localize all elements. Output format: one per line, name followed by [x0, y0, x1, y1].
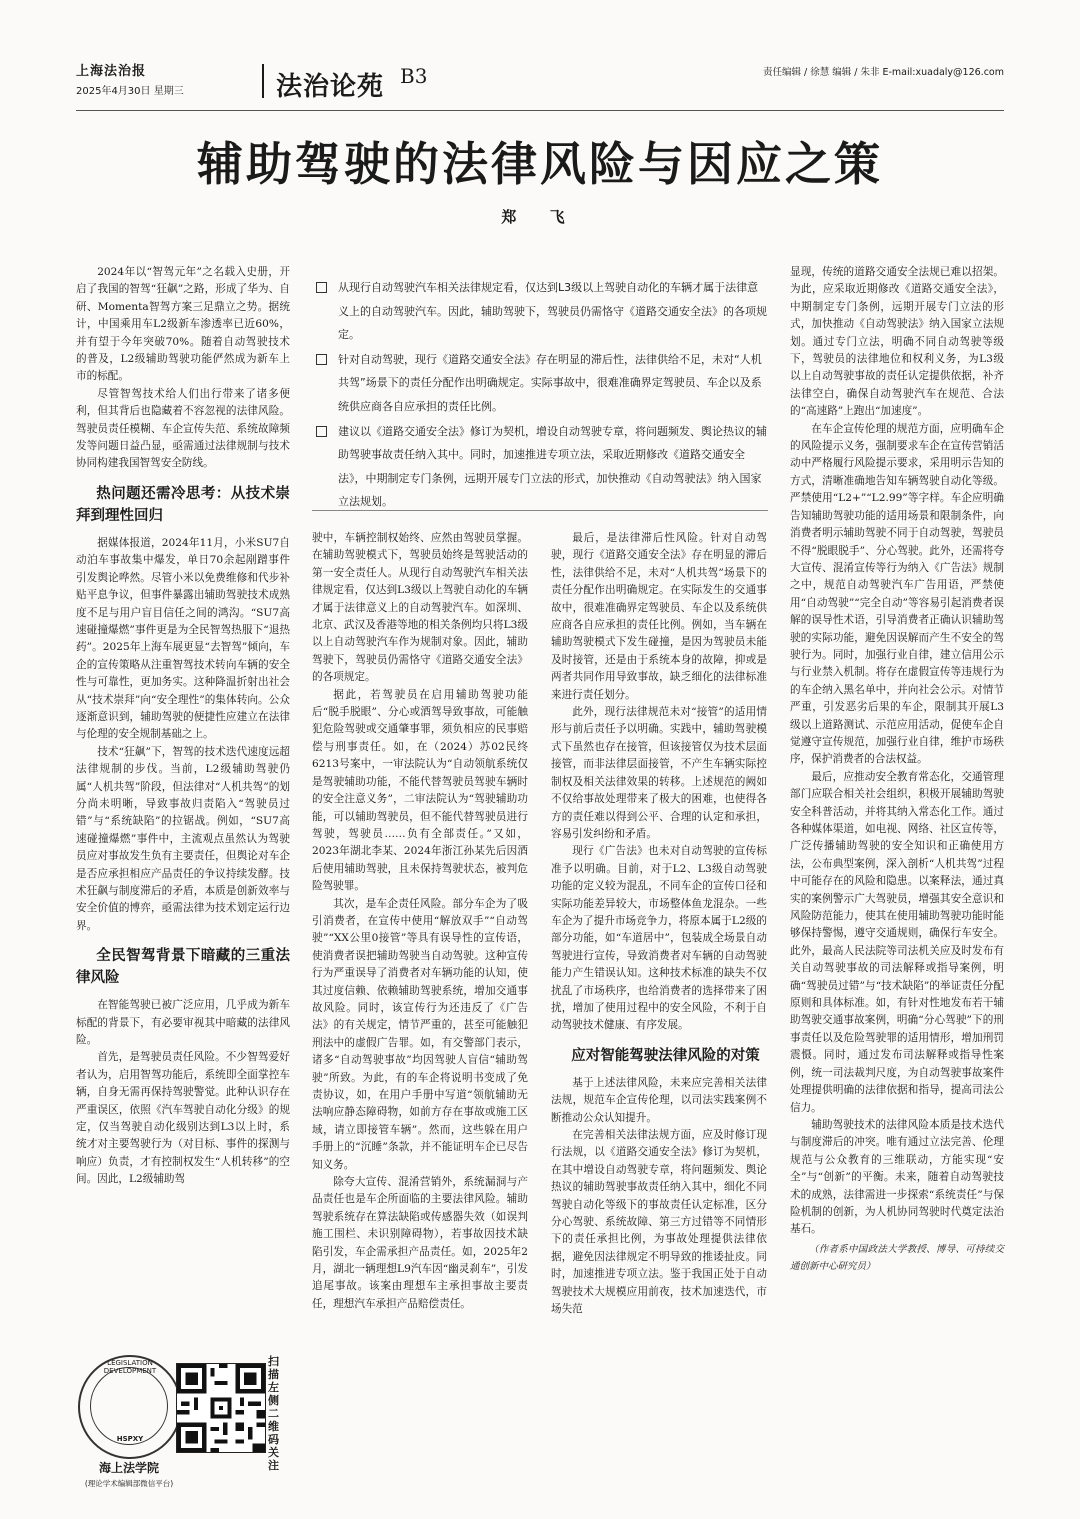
key-point-text: 从现行自动驾驶汽车相关法律规定看，仅达到L3级以上驾驶自动化的车辆才属于法律意义上的自动驾驶汽车。因此，辅助驾驶下，驾驶员仍需恪守《道路交通安全法》的各项规定。: [338, 281, 767, 342]
masthead-divider: [262, 64, 264, 98]
checkbox-square-icon: [316, 282, 327, 293]
masthead: [76, 60, 1004, 102]
paragraph: 据媒体报道，2024年11月，小米SU7自动泊车事故集中爆发，单日70余起剐蹭事件引发舆论哗然。尽管小米以免费维修和代步补贴平息争议，但事件暴露出辅助驾驶技术成熟度不足与用户盲目信任之间的鸿沟。“SU7高速碰撞爆燃”事件更是为全民智驾热服下“退热药”。2025年上海车展更显“去智驾”倾向，车企的宣传策略从注重智驾技术转向车辆的安全性与可靠性，更加务实。这种降温折射出社会从“技术崇拜”向“安全理性”的集体转向。公众逐渐意识到，辅助驾驶的便捷性应建立在法律与伦理的安全规制基础之上。: [76, 536, 290, 741]
paragraph: 2024年以“智驾元年”之名载入史册，开启了我国的智驾“狂飙”之路，形成了华为、自研、Momenta智驾方案三足鼎立之势。据统计，中国乘用车L2级新车渗透率已近60%，并有望于今年突破70%。随着自动驾驶技术的普及，L2级辅助驾驶功能俨然成为新车上市的标配。: [76, 266, 290, 383]
section-title: 法治论苑: [276, 72, 385, 102]
paragraph: 显现，传统的道路交通安全法规已难以招架。为此，应采取近期修改《道路交通安全法》，中期制定专门条例，远期开展专门立法的形式，加快推动《自动驾驶法》纳入国家立法规划。通过专门立法，明确不同自动驾驶等级下，驾驶员的法律地位和权利义务，为L3级以上自动驾驶事故的责任认定提供依据，补齐法律空白，确保自动驾驶汽车在规范、合法的“高速路”上跑出“加速度”。: [790, 266, 1004, 418]
column-4: [790, 264, 1004, 1276]
paragraph: 其次，是车企责任风险。部分车企为了吸引消费者，在宣传中使用“解放双手”“自动驾驶”“XX公里0接管”等具有误导性的宣传语，使消费者误把辅助驾驶当自动驾驶。这种宣传行为严重误导了消费者对车辆功能的认知，使其过度信赖、依赖辅助驾驶系统，增加交通事故风险。同时，该宣传行为还违反了《广告法》的有关规定，情节严重的，甚至可能触犯刑法中的虚假广告罪。如，有交警部门表示，诸多“自动驾驶事故”均因驾驶人盲信“辅助驾驶”所致。为此，有的车企将说明书变成了免责协议，如，在用户手册中写道“领航辅助无法响应静态障碍物，如前方存在事故或施工区域，请立即接管车辆”。然而，这些躲在用户手册上的“沉睡”条款，并不能证明车企已尽告知义务。: [312, 897, 528, 1171]
paragraph: 辅助驾驶技术的法律风险本质是技术迭代与制度滞后的冲突。唯有通过立法完善、伦理规范与公众教育的三维联动，方能实现“安全”与“创新”的平衡。未来，随着自动驾驶技术的成熟，法律需进一步探索“系统责任”与保险机制的创新，为人机协同驾驶时代奠定法治基石。: [790, 1118, 1004, 1236]
article-headline: 辅助驾驶的法律风险与因应之策: [197, 137, 883, 191]
paragraph: 此外，现行法律规范未对“接管”的适用情形与前后责任予以明确。实践中，辅助驾驶模式下虽然也存在接管，但该接管仅为技术层面接管，而非法律层面接管，不产生车辆实际控制权及相关法律效果的转移。上述规范的阙如不仅给事故处理带来了极大的困难，也使得各方的责任难以得到公平、合理的认定和承担，容易引发纠纷和矛盾。: [551, 706, 767, 840]
seal-ring: [90, 1367, 168, 1445]
column-2: [312, 530, 528, 1313]
paragraph: 除夸大宣传、混淆营销外，系统漏洞与产品责任也是车企所面临的主要法律风险。辅助驾驶系统存在算法缺陷或传感器失效（如误判施工围栏、未识别障碍物），若事故因技术缺陷引发，车企需承担产品责任。如，2025年2月，湖北一辆理想L9汽车因“幽灵刹车”，引发追尾事故。该案由理想车主承担事故主要责任，理想汽车承担产品赔偿责任。: [312, 1176, 528, 1310]
legislation-development-seal-icon: [78, 1355, 182, 1459]
seal-top-text: LEGISLATION DEVELOPMENT: [103, 1359, 157, 1375]
paragraph: 尽管智驾技术给人们出行带来了诸多便利，但其背后也隐藏着不容忽视的法律风险。驾驶员责任模糊、车企宣传失范、系统故障频发等问题日益凸显，亟需通过法律规制与技术协同构建我国智驾安全防线。: [76, 387, 290, 470]
column-1: [76, 264, 290, 1189]
key-point: [312, 420, 768, 514]
paragraph: 现行《广告法》也未对自动驾驶的宣传标准予以明确。目前，对于L2、L3级自动驾驶功能的定义较为混乱，不同车企的宣传口径和实际功能差异较大，市场整体鱼龙混杂。一些车企为了提升市场竞争力，将原本属于L2级的部分功能，如“车道居中”，包装成全场景自动驾驶进行宣传，导致消费者对车辆的自动驾驶能力产生错误认知。这种技术标准的缺失不仅扰乱了市场秩序，也给消费者的选择带来了困扰，增加了使用过程中的安全风险，不利于自动驾驶技术健康、有序发展。: [551, 845, 767, 1032]
wechat-promo: [76, 1355, 290, 1495]
key-point-text: 针对自动驾驶，现行《道路交通安全法》存在明显的滞后性，法律供给不足，未对“人机共驾”场景下的责任分配作出明确规定。实际事故中，很难准确界定驾驶员、车企以及系统供应商各自应承担的责任比例。: [338, 352, 762, 413]
checkbox-square-icon: [316, 426, 327, 437]
qr-code-icon[interactable]: [176, 1363, 266, 1453]
paragraph: 最后，是法律滞后性风险。针对自动驾驶，现行《道路交通安全法》存在明显的滞后性，法律供给不足，未对“人机共驾”场景下的责任分配作出明确规定。在实际发生的交通事故中，很难准确界定驾驶员、车企以及系统供应商各自应承担的责任比例。例如，当车辆在辅助驾驶模式下发生碰撞，是因为驾驶员未能及时接管，还是由于系统本身的故障，抑或是两者共同作用导致事故，缺乏细化的法律标准来进行责任划分。: [551, 532, 767, 701]
key-point: [312, 348, 768, 419]
subheading: 应对智能驾驶法律风险的对策: [571, 1047, 760, 1064]
key-point: [312, 276, 768, 347]
qr-scan-instruction: 扫描左侧二维码关注: [268, 1355, 279, 1472]
paragraph: 最后，应推动安全教育常态化，交通管理部门应联合相关社会组织，积极开展辅助驾驶安全科普活动，并将其纳入常态化工作。通过各种媒体渠道，如电视、网络、社区宣传等，广泛传播辅助驾驶的安全知识和正确使用方法，公布典型案例，深入剖析“人机共驾”过程中可能存在的风险和隐患。以案释法，通过真实的案例警示广大驾驶员，增强其安全意识和风险防范能力，使其在使用辅助驾驶功能时能够保持警惕，遵守交通规则，确保行车安全。此外，最高人民法院等司法机关应及时发布有关自动驾驶事故的司法解释或指导案例，明确“驾驶员过错”与“技术缺陷”的举证责任分配原则和具体标准。如，有针对性地发布若干辅助驾驶交通事故案例，明确“分心驾驶”下的刑事责任以及危险驾驶罪的适用情形，增加刑罚震慑。同时，通过发布司法解释或指导性案例，统一司法裁判尺度，为自动驾驶事故案件处理提供明确的法律依据和指导，提高司法公信力。: [790, 770, 1004, 1114]
issue-date: 2025年4月30日 星期三: [76, 86, 184, 97]
subheading: 热问题还需冷思考：从技术崇拜到理性回归: [76, 485, 290, 524]
seal-code: HSPXY: [116, 1435, 144, 1443]
masthead-rule: [76, 110, 1004, 111]
paragraph: 技术“狂飙”下，智驾的技术迭代速度远超法律规制的步伐。当前，L2级辅助驾驶仍属“人机共驾”阶段，但法律对“人机共驾”的划分尚未明晰，导致事故归责陷入“驾驶员过错”与“系统缺陷”的拉锯战。例如，“SU7高速碰撞爆燃”事件中，主流观点虽然认为驾驶员应对事故发生负有主要责任，但舆论对车企是否应承担相应产品责任的争议持续发酵。技术狂飙与制度滞后的矛盾，本质是创新效率与安全价值的博弈，亟需法律为技术划定运行边界。: [76, 745, 290, 932]
paragraph: 驶中，车辆控制权始终、应然由驾驶员掌握。在辅助驾驶模式下，驾驶员始终是驾驶活动的第一安全责任人。从现行自动驾驶汽车相关法律规定看，仅达到L3级以上驾驶自动化的车辆才属于法律意义上的自动驾驶汽车。如深圳、北京、武汉及香港等地的相关条例均只将L3级以上自动驾驶汽车作为规制对象。因此，辅助驾驶下，驾驶员仍需恪守《道路交通安全法》的各项规定。: [312, 532, 528, 684]
paragraph: 首先，是驾驶员责任风险。不少智驾爱好者认为，启用智驾功能后，系统即全面掌控车辆，自身无需再保持驾驶警觉。此种认识存在严重误区，依照《汽车驾驶自动化分级》的规定，仅当驾驶自动化级别达到L3以上时，系统才对主要驾驶行为（对目标、事件的探测与响应）负责，才有控制权发生“人机转移”的空间。因此，L2级辅助驾: [76, 1051, 290, 1186]
paragraph: 在智能驾驶已被广泛应用，几乎成为新车标配的背景下，有必要审视其中暗藏的法律风险。: [76, 999, 290, 1047]
promo-name: 海上法学院: [98, 1461, 159, 1475]
page-number: B3: [400, 64, 428, 88]
subheading: 全民智驾背景下暗藏的三重法律风险: [76, 948, 290, 987]
paragraph: 在完善相关法律法规方面，应及时修订现行法规，以《道路交通安全法》修订为契机，在其中增设自动驾驶专章，将问题频发、舆论热议的辅助驾驶事故责任纳入其中，细化不同驾驶自动化等级下的事故责任认定标准，区分分心驾驶、系统故障、第三方过错等不同情形下的责任承担比例，为事故处理提供法律依据，避免因法律规定不明导致的推诿扯皮。同时，加速推进专项立法。鉴于我国正处于自动驾驶技术大规模应用前夜，技术加速迭代，市场失范: [551, 1129, 767, 1316]
paragraph: 在车企宣传伦理的规范方面，应明确车企的风险提示义务，强制要求车企在宣传营销活动中严格履行风险提示要求，采用明示告知的方式，清晰准确地告知车辆驾驶自动化等级。严禁使用“L2+”“L2.99”等字样。车企应明确告知辅助驾驶功能的适用场景和限制条件，向消费者明示辅助驾驶不同于自动驾驶，驾驶员不得“脱眼脱手”、分心驾驶。此外，还需将夸大宣传、混淆宣传等行为纳入《广告法》规制之中，规范自动驾驶汽车广告用语，严禁使用“自动驾驶”“完全自动”等容易引起消费者误解的误导性术语，引导消费者正确认识辅助驾驶的实际功能，避免因误解而产生不安全的驾驶行为。同时，加强行业自律，建立信用公示与行业禁入机制。将存在虚假宣传等违规行为的车企纳入黑名单中，并向社会公示。对情节严重，引发恶劣后果的车企，限制其开展L3级以上道路测试、示范应用活动，促使车企自觉遵守宣传规范，加强行业自律，维护市场秩序，保护消费者的合法权益。: [790, 422, 1004, 766]
article-byline: 郑 飞: [501, 208, 579, 226]
newspaper-logo: 上海法治报: [76, 64, 147, 79]
promo-subtitle: (理论学术编辑部微信平台): [84, 1479, 174, 1488]
column-3: [551, 530, 767, 1318]
checkbox-square-icon: [316, 354, 327, 365]
paragraph: 据此，若驾驶员在启用辅助驾驶功能后“脱手脱眼”、分心或酒驾导致事故，可能触犯危险驾驶或交通肇事罪，须负相应的民事赔偿与刑事责任。如，在（2024）苏02民终6213号案中，一审法院认为“自动领航系统仅是驾驶辅助功能，不能代替驾驶员驾驶车辆时的安全注意义务”，二审法院认为“驾驶辅助功能，可以辅助驾驶员，但不能代替驾驶员进行驾驶，驾驶员……负有全部责任。”又如，2023年湖北李某、2024年浙江孙某先后因酒后使用辅助驾驶，且未保持驾驶状态，被判危险驾驶罪。: [312, 688, 528, 893]
paragraph: 基于上述法律风险，未来应完善相关法律法规，规范车企宣传伦理，以司法实践案例不断推动公众认知提升。: [551, 1076, 767, 1124]
author-note: （作者系中国政法大学教授、博导、可持续交通创新中心研究员）: [790, 1243, 1004, 1273]
editor-credits: 责任编辑 / 徐慧 编辑 / 朱非 E-mail:xuadaly@126.com: [762, 67, 1004, 78]
key-points-box: [312, 264, 768, 511]
key-point-text: 建议以《道路交通安全法》修订为契机，增设自动驾驶专章，将问题频发、舆论热议的辅助驾驶事故责任纳入其中。同时，加速推进专项立法，采取近期修改《道路交通安全法》，中期制定专门条例，远期开展专门立法的形式，加快推动《自动驾驶法》纳入国家立法规划。: [338, 424, 767, 509]
